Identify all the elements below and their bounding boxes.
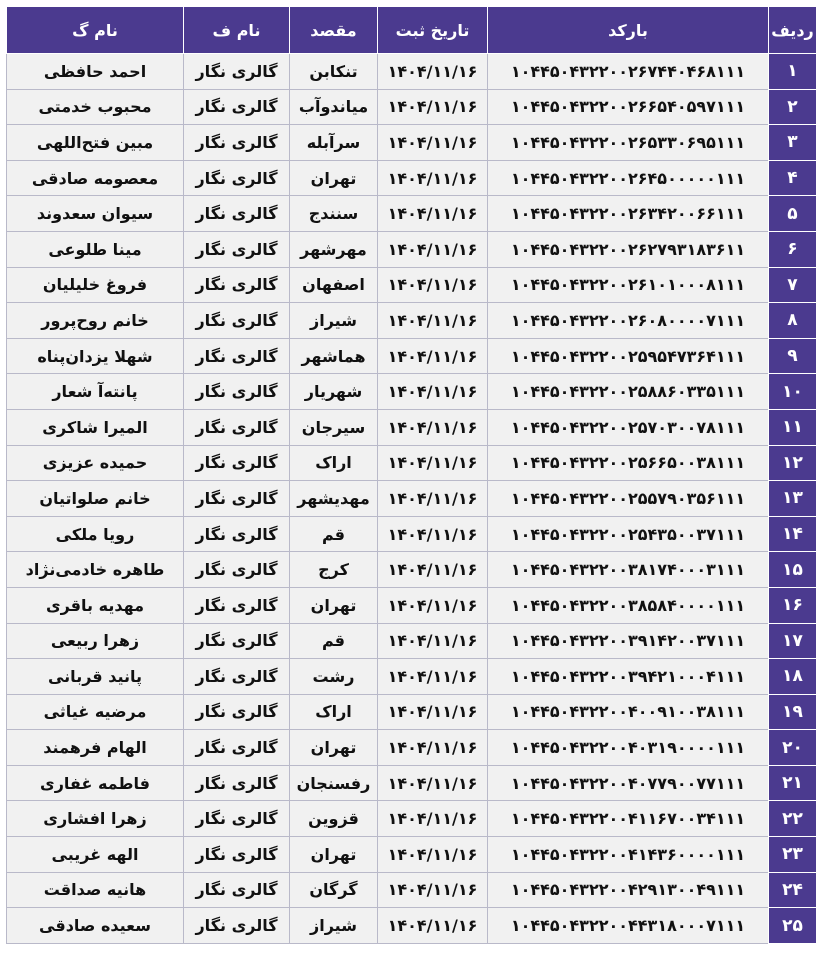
registration-date-cell: ۱۴۰۴/۱۱/۱۶: [378, 801, 488, 837]
destination-cell: مهدیشهر: [290, 481, 378, 517]
barcode-cell: ۱۰۴۴۵۰۴۳۲۲۰۰۲۵۶۶۵۰۰۳۸۱۱۱: [488, 445, 769, 481]
registration-date-cell: ۱۴۰۴/۱۱/۱۶: [378, 694, 488, 730]
table-header: [7, 7, 817, 54]
first-name-cell: گالری نگار: [184, 516, 290, 552]
last-name-cell: هانیه صداقت: [7, 872, 184, 908]
table-row: [7, 659, 817, 695]
barcode-cell: ۱۰۴۴۵۰۴۳۲۲۰۰۳۸۱۷۴۰۰۰۳۱۱۱: [488, 552, 769, 588]
destination-cell: سیرجان: [290, 409, 378, 445]
header-row-number: ردیف: [769, 7, 817, 54]
row-number-cell: ۷: [769, 267, 817, 303]
table-row: [7, 872, 817, 908]
last-name-cell: رویا ملکی: [7, 516, 184, 552]
row-number-cell: ۱۰: [769, 374, 817, 410]
first-name-cell: گالری نگار: [184, 587, 290, 623]
first-name-cell: گالری نگار: [184, 303, 290, 339]
first-name-cell: گالری نگار: [184, 445, 290, 481]
barcode-cell: ۱۰۴۴۵۰۴۳۲۲۰۰۲۵۹۵۴۷۳۶۴۱۱۱: [488, 338, 769, 374]
destination-cell: قزوین: [290, 801, 378, 837]
table-row: [7, 160, 817, 196]
first-name-cell: گالری نگار: [184, 125, 290, 161]
destination-cell: سنندج: [290, 196, 378, 232]
barcode-cell: ۱۰۴۴۵۰۴۳۲۲۰۰۲۵۷۰۳۰۰۷۸۱۱۱: [488, 409, 769, 445]
table-row: [7, 516, 817, 552]
table-row: [7, 89, 817, 125]
barcode-cell: ۱۰۴۴۵۰۴۳۲۲۰۰۲۶۷۴۴۰۴۶۸۱۱۱: [488, 54, 769, 90]
destination-cell: قم: [290, 516, 378, 552]
registration-date-cell: ۱۴۰۴/۱۱/۱۶: [378, 89, 488, 125]
destination-cell: تهران: [290, 587, 378, 623]
first-name-cell: گالری نگار: [184, 409, 290, 445]
barcode-cell: ۱۰۴۴۵۰۴۳۲۲۰۰۲۵۴۳۵۰۰۳۷۱۱۱: [488, 516, 769, 552]
destination-cell: میاندوآب: [290, 89, 378, 125]
first-name-cell: گالری نگار: [184, 730, 290, 766]
table-body: [7, 54, 817, 944]
registration-date-cell: ۱۴۰۴/۱۱/۱۶: [378, 125, 488, 161]
table-row: [7, 54, 817, 90]
row-number-cell: ۲۰: [769, 730, 817, 766]
first-name-cell: گالری نگار: [184, 231, 290, 267]
first-name-cell: گالری نگار: [184, 837, 290, 873]
row-number-cell: ۳: [769, 125, 817, 161]
first-name-cell: گالری نگار: [184, 659, 290, 695]
row-number-cell: ۱۱: [769, 409, 817, 445]
barcode-cell: ۱۰۴۴۵۰۴۳۲۲۰۰۲۶۶۵۴۰۵۹۷۱۱۱: [488, 89, 769, 125]
barcode-cell: ۱۰۴۴۵۰۴۳۲۲۰۰۴۱۴۳۶۰۰۰۰۱۱۱: [488, 837, 769, 873]
header-registration-date: تاریخ ثبت: [378, 7, 488, 54]
last-name-cell: زهرا افشاری: [7, 801, 184, 837]
table-row: [7, 338, 817, 374]
table-row: [7, 908, 817, 944]
destination-cell: کرج: [290, 552, 378, 588]
row-number-cell: ۱۷: [769, 623, 817, 659]
last-name-cell: مهدیه باقری: [7, 587, 184, 623]
barcode-cell: ۱۰۴۴۵۰۴۳۲۲۰۰۲۶۵۳۳۰۶۹۵۱۱۱: [488, 125, 769, 161]
first-name-cell: گالری نگار: [184, 623, 290, 659]
destination-cell: تهران: [290, 160, 378, 196]
barcode-cell: ۱۰۴۴۵۰۴۳۲۲۰۰۴۰۰۹۱۰۰۳۸۱۱۱: [488, 694, 769, 730]
table-row: [7, 837, 817, 873]
registration-date-cell: ۱۴۰۴/۱۱/۱۶: [378, 659, 488, 695]
registration-date-cell: ۱۴۰۴/۱۱/۱۶: [378, 409, 488, 445]
header-barcode: بارکد: [488, 7, 769, 54]
destination-cell: تنکابن: [290, 54, 378, 90]
row-number-cell: ۱۴: [769, 516, 817, 552]
first-name-cell: گالری نگار: [184, 872, 290, 908]
destination-cell: اراک: [290, 694, 378, 730]
table-row: [7, 765, 817, 801]
first-name-cell: گالری نگار: [184, 54, 290, 90]
destination-cell: تهران: [290, 730, 378, 766]
table-row: [7, 730, 817, 766]
destination-cell: رشت: [290, 659, 378, 695]
first-name-cell: گالری نگار: [184, 694, 290, 730]
registration-date-cell: ۱۴۰۴/۱۱/۱۶: [378, 231, 488, 267]
barcode-cell: ۱۰۴۴۵۰۴۳۲۲۰۰۲۵۵۷۹۰۳۵۶۱۱۱: [488, 481, 769, 517]
registration-date-cell: ۱۴۰۴/۱۱/۱۶: [378, 516, 488, 552]
registration-date-cell: ۱۴۰۴/۱۱/۱۶: [378, 445, 488, 481]
row-number-cell: ۲: [769, 89, 817, 125]
row-number-cell: ۱: [769, 54, 817, 90]
barcode-cell: ۱۰۴۴۵۰۴۳۲۲۰۰۲۵۸۸۶۰۳۳۵۱۱۱: [488, 374, 769, 410]
registration-date-cell: ۱۴۰۴/۱۱/۱۶: [378, 303, 488, 339]
last-name-cell: فاطمه غفاری: [7, 765, 184, 801]
last-name-cell: پانته‌آ شعار: [7, 374, 184, 410]
destination-cell: شیراز: [290, 908, 378, 944]
registration-date-cell: ۱۴۰۴/۱۱/۱۶: [378, 837, 488, 873]
header-last-name: نام گ: [7, 7, 184, 54]
first-name-cell: گالری نگار: [184, 481, 290, 517]
barcode-cell: ۱۰۴۴۵۰۴۳۲۲۰۰۳۹۴۲۱۰۰۰۴۱۱۱: [488, 659, 769, 695]
last-name-cell: پانید قربانی: [7, 659, 184, 695]
last-name-cell: معصومه صادقی: [7, 160, 184, 196]
row-number-cell: ۱۶: [769, 587, 817, 623]
header-row: [7, 7, 817, 54]
destination-cell: شیراز: [290, 303, 378, 339]
row-number-cell: ۹: [769, 338, 817, 374]
registration-date-cell: ۱۴۰۴/۱۱/۱۶: [378, 623, 488, 659]
destination-cell: رفسنجان: [290, 765, 378, 801]
row-number-cell: ۶: [769, 231, 817, 267]
table-row: [7, 445, 817, 481]
barcode-cell: ۱۰۴۴۵۰۴۳۲۲۰۰۴۲۹۱۳۰۰۴۹۱۱۱: [488, 872, 769, 908]
barcode-cell: ۱۰۴۴۵۰۴۳۲۲۰۰۲۶۱۰۱۰۰۰۸۱۱۱: [488, 267, 769, 303]
shipment-table-container: [6, 6, 816, 968]
destination-cell: اصفهان: [290, 267, 378, 303]
destination-cell: تهران: [290, 837, 378, 873]
registration-date-cell: ۱۴۰۴/۱۱/۱۶: [378, 374, 488, 410]
registration-date-cell: ۱۴۰۴/۱۱/۱۶: [378, 908, 488, 944]
last-name-cell: محبوب خدمتی: [7, 89, 184, 125]
first-name-cell: گالری نگار: [184, 160, 290, 196]
row-number-cell: ۴: [769, 160, 817, 196]
first-name-cell: گالری نگار: [184, 338, 290, 374]
row-number-cell: ۵: [769, 196, 817, 232]
last-name-cell: احمد حافظی: [7, 54, 184, 90]
row-number-cell: ۱۹: [769, 694, 817, 730]
registration-date-cell: ۱۴۰۴/۱۱/۱۶: [378, 160, 488, 196]
registration-date-cell: ۱۴۰۴/۱۱/۱۶: [378, 267, 488, 303]
first-name-cell: گالری نگار: [184, 552, 290, 588]
table-row: [7, 267, 817, 303]
last-name-cell: الهام فرهمند: [7, 730, 184, 766]
registration-date-cell: ۱۴۰۴/۱۱/۱۶: [378, 730, 488, 766]
destination-cell: هماشهر: [290, 338, 378, 374]
registration-date-cell: ۱۴۰۴/۱۱/۱۶: [378, 872, 488, 908]
row-number-cell: ۲۵: [769, 908, 817, 944]
barcode-cell: ۱۰۴۴۵۰۴۳۲۲۰۰۲۶۴۵۰۰۰۰۰۱۱۱: [488, 160, 769, 196]
last-name-cell: سیوان سعدوند: [7, 196, 184, 232]
first-name-cell: گالری نگار: [184, 765, 290, 801]
last-name-cell: الهه غریبی: [7, 837, 184, 873]
barcode-cell: ۱۰۴۴۵۰۴۳۲۲۰۰۴۱۱۶۷۰۰۳۴۱۱۱: [488, 801, 769, 837]
barcode-cell: ۱۰۴۴۵۰۴۳۲۲۰۰۲۶۰۸۰۰۰۰۷۱۱۱: [488, 303, 769, 339]
header-first-name: نام ف: [184, 7, 290, 54]
destination-cell: سرآبله: [290, 125, 378, 161]
registration-date-cell: ۱۴۰۴/۱۱/۱۶: [378, 765, 488, 801]
barcode-cell: ۱۰۴۴۵۰۴۳۲۲۰۰۳۸۵۸۴۰۰۰۰۱۱۱: [488, 587, 769, 623]
registration-date-cell: ۱۴۰۴/۱۱/۱۶: [378, 54, 488, 90]
registration-date-cell: ۱۴۰۴/۱۱/۱۶: [378, 338, 488, 374]
table-row: [7, 587, 817, 623]
row-number-cell: ۲۳: [769, 837, 817, 873]
row-number-cell: ۲۱: [769, 765, 817, 801]
first-name-cell: گالری نگار: [184, 908, 290, 944]
registration-date-cell: ۱۴۰۴/۱۱/۱۶: [378, 552, 488, 588]
last-name-cell: مینا طلوعی: [7, 231, 184, 267]
first-name-cell: گالری نگار: [184, 89, 290, 125]
row-number-cell: ۱۵: [769, 552, 817, 588]
table-row: [7, 694, 817, 730]
row-number-cell: ۲۲: [769, 801, 817, 837]
shipment-table: [6, 6, 817, 944]
last-name-cell: مرضیه غیاثی: [7, 694, 184, 730]
barcode-cell: ۱۰۴۴۵۰۴۳۲۲۰۰۴۰۷۷۹۰۰۷۷۱۱۱: [488, 765, 769, 801]
destination-cell: گرگان: [290, 872, 378, 908]
barcode-cell: ۱۰۴۴۵۰۴۳۲۲۰۰۴۰۳۱۹۰۰۰۰۱۱۱: [488, 730, 769, 766]
last-name-cell: فروغ خلیلیان: [7, 267, 184, 303]
registration-date-cell: ۱۴۰۴/۱۱/۱۶: [378, 587, 488, 623]
barcode-cell: ۱۰۴۴۵۰۴۳۲۲۰۰۴۴۳۱۸۰۰۰۷۱۱۱: [488, 908, 769, 944]
table-row: [7, 801, 817, 837]
row-number-cell: ۱۸: [769, 659, 817, 695]
last-name-cell: خانم روح‌پرور: [7, 303, 184, 339]
last-name-cell: شهلا یزدان‌پناه: [7, 338, 184, 374]
table-row: [7, 125, 817, 161]
first-name-cell: گالری نگار: [184, 374, 290, 410]
row-number-cell: ۲۴: [769, 872, 817, 908]
table-row: [7, 552, 817, 588]
last-name-cell: مبین فتح‌اللهی: [7, 125, 184, 161]
table-row: [7, 374, 817, 410]
last-name-cell: المیرا شاکری: [7, 409, 184, 445]
barcode-cell: ۱۰۴۴۵۰۴۳۲۲۰۰۳۹۱۴۲۰۰۳۷۱۱۱: [488, 623, 769, 659]
barcode-cell: ۱۰۴۴۵۰۴۳۲۲۰۰۲۶۲۷۹۳۱۸۳۶۱۱: [488, 231, 769, 267]
first-name-cell: گالری نگار: [184, 801, 290, 837]
table-row: [7, 303, 817, 339]
table-row: [7, 623, 817, 659]
row-number-cell: ۸: [769, 303, 817, 339]
row-number-cell: ۱۲: [769, 445, 817, 481]
table-row: [7, 231, 817, 267]
last-name-cell: سعیده صادقی: [7, 908, 184, 944]
last-name-cell: خانم صلواتیان: [7, 481, 184, 517]
destination-cell: مهرشهر: [290, 231, 378, 267]
table-row: [7, 409, 817, 445]
table-row: [7, 481, 817, 517]
row-number-cell: ۱۳: [769, 481, 817, 517]
header-destination: مقصد: [290, 7, 378, 54]
destination-cell: قم: [290, 623, 378, 659]
last-name-cell: طاهره خادمی‌نژاد: [7, 552, 184, 588]
registration-date-cell: ۱۴۰۴/۱۱/۱۶: [378, 196, 488, 232]
table-row: [7, 196, 817, 232]
destination-cell: اراک: [290, 445, 378, 481]
barcode-cell: ۱۰۴۴۵۰۴۳۲۲۰۰۲۶۳۴۲۰۰۶۶۱۱۱: [488, 196, 769, 232]
first-name-cell: گالری نگار: [184, 196, 290, 232]
first-name-cell: گالری نگار: [184, 267, 290, 303]
destination-cell: شهریار: [290, 374, 378, 410]
registration-date-cell: ۱۴۰۴/۱۱/۱۶: [378, 481, 488, 517]
last-name-cell: زهرا ربیعی: [7, 623, 184, 659]
last-name-cell: حمیده عزیزی: [7, 445, 184, 481]
